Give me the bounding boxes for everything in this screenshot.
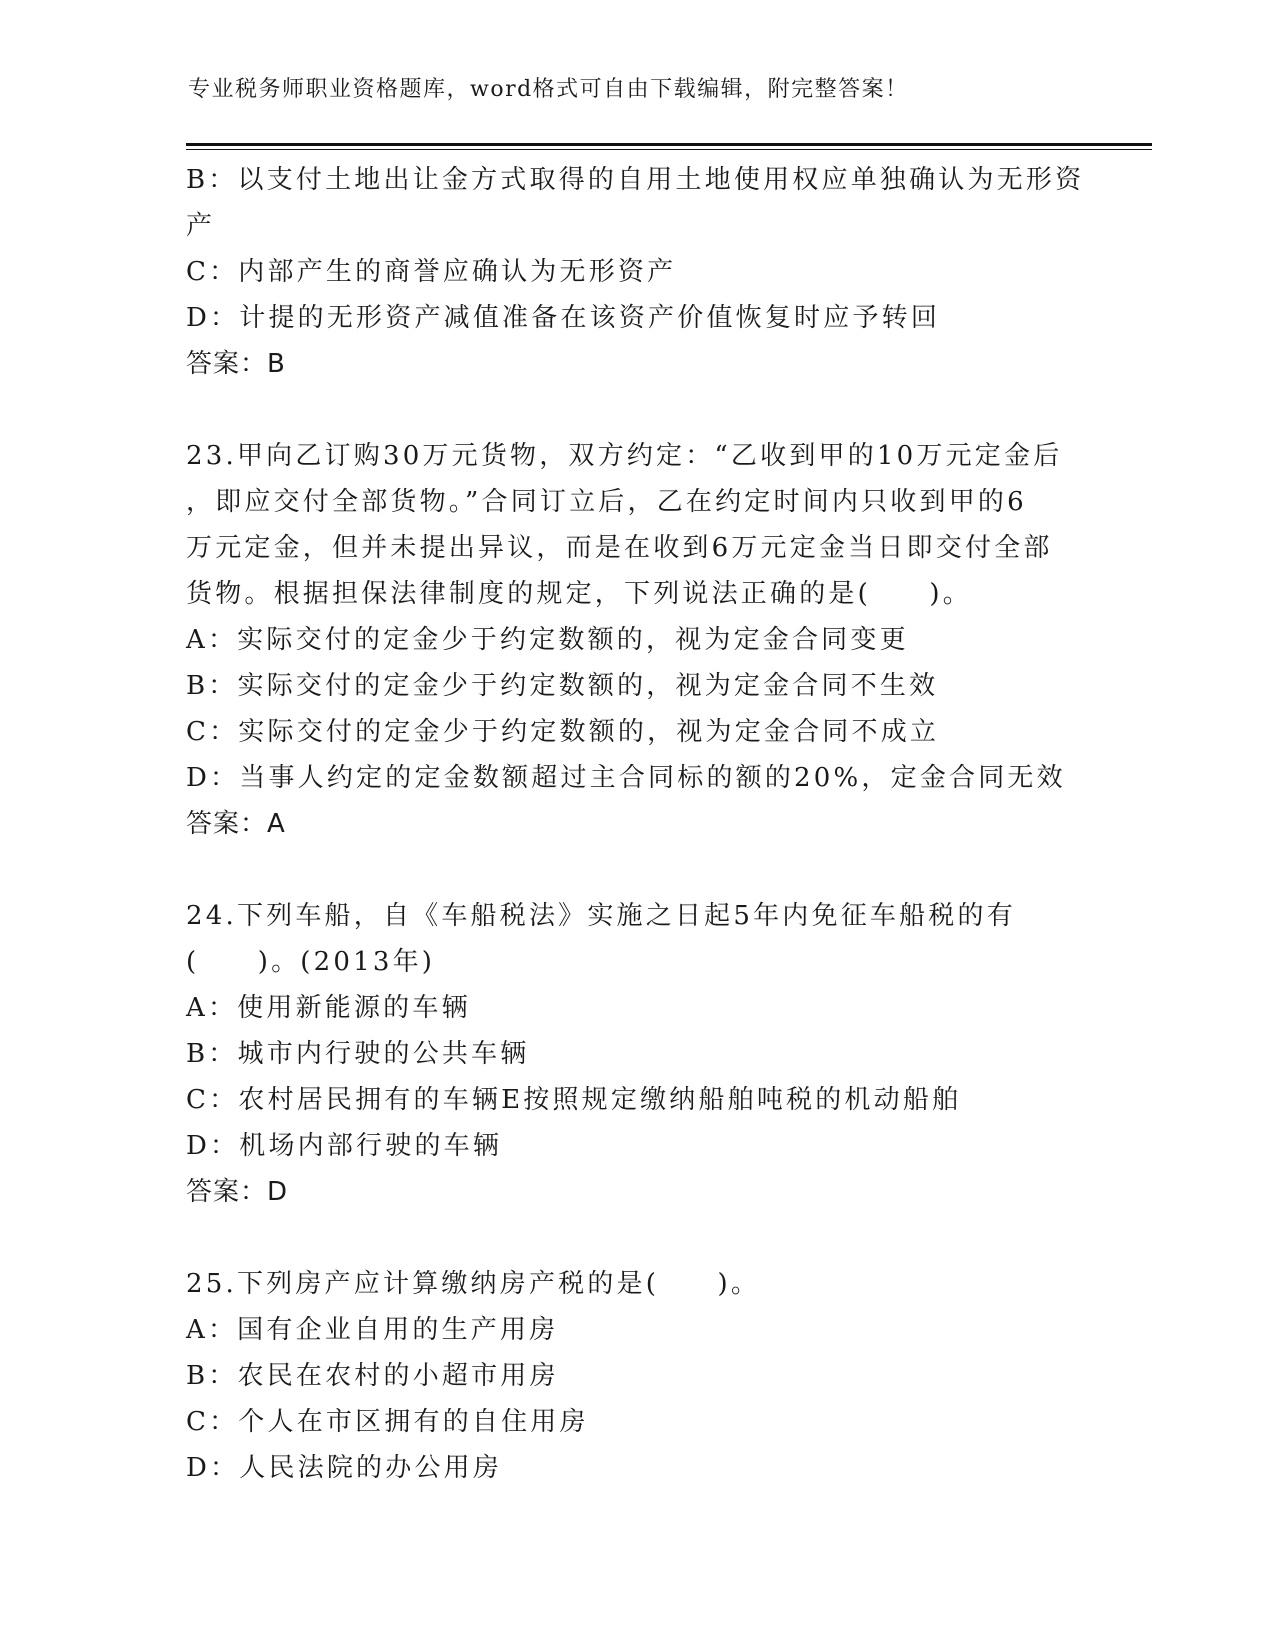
prev-question-block [186, 157, 1086, 387]
question-stem-line: 货物。根据担保法律制度的规定，下列说法正确的是( )。 [186, 579, 972, 609]
question-25 [186, 1261, 1086, 1491]
option-a: A：国有企业自用的生产用房 [186, 1315, 559, 1345]
option-b-line-1: B：以支付土地出让金方式取得的自用土地使用权应单独确认为无形资 [186, 165, 1085, 195]
spacer [186, 387, 1086, 433]
option-b-line-2: 产 [186, 211, 216, 241]
spacer [186, 847, 1086, 893]
question-stem-line: ，即应交付全部货物。”合同订立后，乙在约定时间内只收到甲的6 [186, 487, 1027, 517]
option-c: C：农村居民拥有的车辆E按照规定缴纳船舶吨税的机动船舶 [186, 1085, 962, 1115]
header-rule-thin [186, 149, 1152, 150]
option-d: D：机场内部行驶的车辆 [186, 1131, 503, 1161]
question-23 [186, 433, 1086, 847]
option-b: B：城市内行驶的公共车辆 [186, 1039, 530, 1069]
option-a: A：实际交付的定金少于约定数额的，视为定金合同变更 [186, 625, 909, 655]
option-b: B：实际交付的定金少于约定数额的，视为定金合同不生效 [186, 671, 939, 701]
option-a: A：使用新能源的车辆 [186, 993, 471, 1023]
question-stem-line: 24.下列车船，自《车船税法》实施之日起5年内免征车船税的有 [186, 901, 1016, 931]
option-b: B：农民在农村的小超市用房 [186, 1361, 559, 1391]
answer: 答案：B [186, 349, 286, 379]
question-24 [186, 893, 1086, 1215]
option-c: C：实际交付的定金少于约定数额的，视为定金合同不成立 [186, 717, 940, 747]
spacer [186, 1215, 1086, 1261]
option-d: D：当事人约定的定金数额超过主合同标的额的20%，定金合同无效 [186, 763, 1066, 793]
header-rule-thick [186, 143, 1152, 146]
question-stem-line: 25.下列房产应计算缴纳房产税的是( )。 [186, 1269, 761, 1299]
question-stem-line: 23.甲向乙订购30万元货物，双方约定：“乙收到甲的10万元定金后 [186, 441, 1063, 471]
document-body [186, 157, 1086, 1491]
answer: 答案：A [186, 809, 286, 839]
page-header: 专业税务师职业资格题库，word格式可自由下载编辑，附完整答案！ [188, 77, 909, 102]
option-c: C：内部产生的商誉应确认为无形资产 [186, 257, 677, 287]
question-stem-line: 万元定金，但并未提出异议，而是在收到6万元定金当日即交付全部 [186, 533, 1053, 563]
answer: 答案：D [186, 1177, 289, 1207]
option-d: D：计提的无形资产减值准备在该资产价值恢复时应予转回 [186, 303, 941, 333]
option-c: C：个人在市区拥有的自住用房 [186, 1407, 589, 1437]
option-d: D：人民法院的办公用房 [186, 1453, 503, 1483]
question-stem-line: ( )。(2013年) [186, 947, 436, 977]
